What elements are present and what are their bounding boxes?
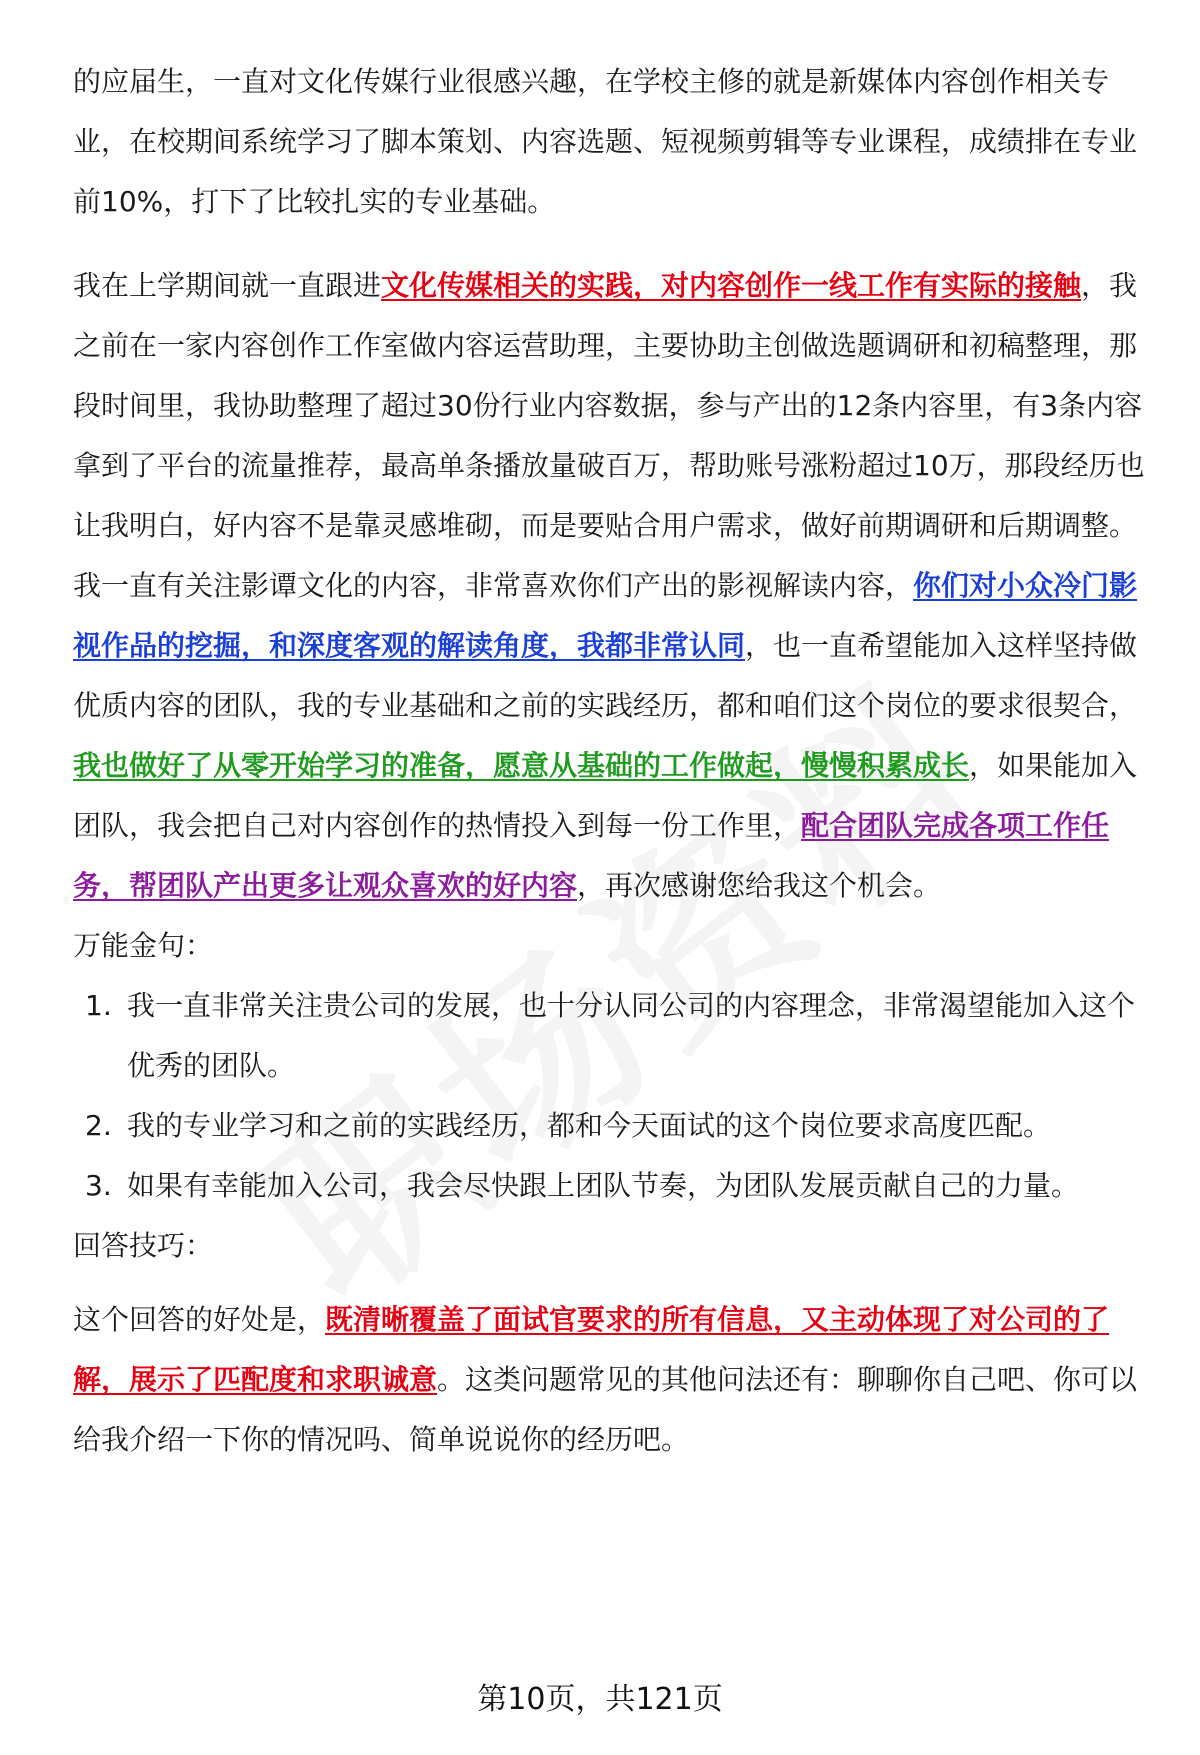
answer-tips-heading: 回答技巧： — [73, 1229, 214, 1262]
text-run: 。这类问题常见的其他问法还有：聊聊你自己吧、你可以给我介绍一下你的情况吗、简单说说你的经历吧。 — [73, 1363, 1138, 1456]
page-number: 第10页，共121页 — [477, 1682, 723, 1717]
highlight-practice: 文化传媒相关的实践，对内容创作一线工作有实际的接触 — [381, 269, 1082, 302]
paragraph-tips — [73, 1290, 1153, 1470]
document-body — [73, 52, 1153, 1470]
text-run: 我在上学期间就一直跟进 — [73, 269, 382, 302]
list-number: 1. — [85, 989, 112, 1022]
list-number: 3. — [85, 1169, 112, 1202]
text-run: ，再次感谢您给我这个机会。 — [577, 869, 942, 902]
list-text: 如果有幸能加入公司，我会尽快跟上团队节奏，为团队发展贡献自己的力量。 — [127, 1169, 1080, 1202]
golden-sentences-list — [73, 976, 1153, 1216]
list-text: 我的专业学习和之前的实践经历，都和今天面试的这个岗位要求高度匹配。 — [127, 1109, 1052, 1142]
list-item — [73, 1156, 1153, 1216]
highlight-team-contribution: 配合团队完成各项工作任务，帮团队产出更多让观众喜欢的好内容 — [73, 809, 1110, 902]
text-run: 这个回答的好处是， — [73, 1303, 326, 1336]
text-run: ，我之前在一家内容创作工作室做内容运营助理，主要协助主创做选题调研和初稿整理，那段时间里，我协助整理了超过30份行业内容数据，参与产出的12条内容里，有3条内容拿到了平台的流量推荐，最高单条播放量破百万，帮助账号涨粉超过10万，那段经历也让我明白，好内容不是靠灵感堆砌，而是要贴合用户需求，做好前期调研和后期调整。 — [73, 269, 1145, 542]
paragraph-motivation — [73, 556, 1153, 916]
highlight-tips: 既清晰覆盖了面试官要求的所有信息，又主动体现了对公司的了解，展示了匹配度和求职诚意 — [73, 1303, 1110, 1396]
paragraph-experience — [73, 256, 1153, 556]
highlight-company-recognition: 你们对小众冷门影视作品的挖掘，和深度客观的解读角度，我都非常认同 — [73, 569, 1138, 662]
text-run: 我一直有关注影谭文化的内容，非常喜欢你们产出的影视解读内容， — [73, 569, 914, 602]
list-text: 我一直非常关注贵公司的发展，也十分认同公司的内容理念，非常渴望能加入这个优秀的团队。 — [127, 989, 1136, 1082]
list-number: 2. — [85, 1109, 112, 1142]
paragraph-education: 的应届生，一直对文化传媒行业很感兴趣，在学校主修的就是新媒体内容创作相关专业，在校期间系统学习了脚本策划、内容选题、短视频剪辑等专业课程，成绩排在专业前10%，打下了比较扎实的专业基础。 — [73, 65, 1138, 218]
text-run: ，也一直希望能加入这样坚持做优质内容的团队，我的专业基础和之前的实践经历，都和咱们这个岗位的要求很契合， — [73, 629, 1138, 722]
list-item — [73, 1096, 1153, 1156]
golden-sentences-heading: 万能金句： — [73, 929, 214, 962]
list-item — [73, 976, 1153, 1096]
text-run: ，如果能加入团队，我会把自己对内容创作的热情投入到每一份工作里， — [73, 749, 1138, 842]
highlight-learning-attitude: 我也做好了从零开始学习的准备，愿意从基础的工作做起，慢慢积累成长 — [73, 749, 970, 782]
